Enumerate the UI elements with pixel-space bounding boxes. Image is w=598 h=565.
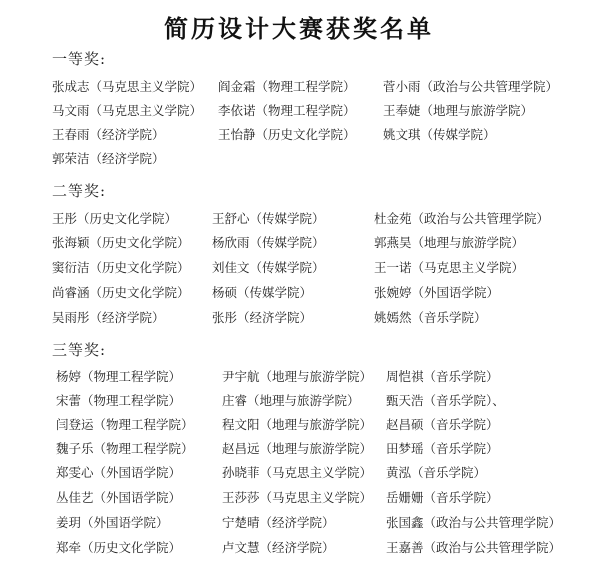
- third-prize-row: [0, 391, 598, 413]
- second-prize-row: [0, 209, 598, 231]
- winner-entry: 郭燕昊（地理与旅游学院）: [374, 235, 525, 250]
- winner-entry: 甄天浩（音乐学院）、: [386, 393, 505, 408]
- winner-entry: 杨硕（传媒学院）: [212, 285, 313, 300]
- third-prize-row: [0, 367, 598, 389]
- winner-entry: 张国鑫（政治与公共管理学院）: [386, 515, 562, 530]
- first-prize-row: [0, 125, 598, 147]
- winner-entry: 李依诺（物理工程学院）: [218, 103, 356, 118]
- winner-entry: 宋蕾（物理工程学院）: [56, 393, 182, 408]
- winner-entry: 岳姗姗（音乐学院）: [386, 490, 499, 505]
- winner-entry: 姚文琪（传媒学院）: [383, 127, 496, 142]
- winner-entry: 王舒心（传媒学院）: [212, 211, 325, 226]
- first-prize-row: [0, 77, 598, 99]
- winner-entry: 姚嫣然（音乐学院）: [374, 310, 487, 325]
- winner-entry: 赵昌硕（音乐学院）: [386, 417, 499, 432]
- winner-entry: 丛佳艺（外国语学院）: [56, 490, 182, 505]
- winner-entry: 王彤（历史文化学院）: [52, 211, 178, 226]
- second-prize-row: [0, 258, 598, 280]
- winner-entry: 王莎莎（马克思主义学院）: [222, 490, 373, 505]
- first-prize-row: [0, 101, 598, 123]
- winner-entry: 赵昌远（地理与旅游学院）: [222, 441, 373, 456]
- winner-entry: 姜玥（外国语学院）: [56, 515, 169, 530]
- winner-entry: 张彤（经济学院）: [212, 310, 313, 325]
- winner-entry: 卢文慧（经济学院）: [222, 540, 335, 555]
- winner-entry: 魏子乐（物理工程学院）: [56, 441, 194, 456]
- winner-entry: 尚睿涵（历史文化学院）: [52, 285, 190, 300]
- second-prize-row: [0, 233, 598, 255]
- winner-entry: 王奉婕（地理与旅游学院）: [383, 103, 534, 118]
- winner-entry: 王一诺（马克思主义学院）: [374, 260, 525, 275]
- second-prize-row: [0, 283, 598, 305]
- page-title: 简历设计大赛获奖名单: [164, 14, 434, 43]
- winner-entry: 郑牵（历史文化学院）: [56, 540, 182, 555]
- first-prize-heading: 一等奖:: [52, 50, 107, 68]
- winner-entry: 窦衍洁（历史文化学院）: [52, 260, 190, 275]
- third-prize-row: [0, 538, 598, 560]
- winner-entry: 吴雨彤（经济学院）: [52, 310, 165, 325]
- winner-entry: 程文阳（地理与旅游学院）: [222, 417, 373, 432]
- third-prize-row: [0, 439, 598, 461]
- winner-entry: 庄睿（地理与旅游学院）: [222, 393, 360, 408]
- winner-entry: 王嘉善（政治与公共管理学院）: [386, 540, 562, 555]
- winner-entry: 王怡静（历史文化学院）: [218, 127, 356, 142]
- winner-entry: 张成志（马克思主义学院）: [52, 79, 203, 94]
- winner-entry: 杨欣雨（传媒学院）: [212, 235, 325, 250]
- winner-entry: 马文雨（马克思主义学院）: [52, 103, 203, 118]
- winner-entry: 闫登运（物理工程学院）: [56, 417, 194, 432]
- winner-entry: 田梦瑶（音乐学院）: [386, 441, 499, 456]
- winner-entry: 尹宇航（地理与旅游学院）: [222, 369, 373, 384]
- winner-entry: 菅小雨（政治与公共管理学院）: [383, 79, 559, 94]
- winner-entry: 杜金苑（政治与公共管理学院）: [374, 211, 550, 226]
- third-prize-row: [0, 415, 598, 437]
- winner-entry: 王春雨（经济学院）: [52, 127, 165, 142]
- winner-entry: 黄泓（音乐学院）: [386, 465, 487, 480]
- winner-entry: 孙晓菲（马克思主义学院）: [222, 465, 373, 480]
- winner-entry: 张海颖（历史文化学院）: [52, 235, 190, 250]
- winner-entry: 杨婷（物理工程学院）: [56, 369, 182, 384]
- second-prize-row: [0, 308, 598, 330]
- winner-entry: 郑雯心（外国语学院）: [56, 465, 182, 480]
- winner-entry: 周恺祺（音乐学院）: [386, 369, 499, 384]
- winner-entry: 张婉婷（外国语学院）: [374, 285, 500, 300]
- third-prize-heading: 三等奖:: [52, 341, 107, 359]
- winner-entry: 刘佳文（传媒学院）: [212, 260, 325, 275]
- winner-entry: 郭荣洁（经济学院）: [52, 151, 165, 166]
- third-prize-row: [0, 463, 598, 485]
- third-prize-row: [0, 488, 598, 510]
- winner-entry: 宁楚晴（经济学院）: [222, 515, 335, 530]
- third-prize-row: [0, 513, 598, 535]
- second-prize-heading: 二等奖:: [52, 182, 107, 200]
- first-prize-row: [0, 149, 598, 171]
- winner-entry: 阎金霜（物理工程学院）: [218, 79, 356, 94]
